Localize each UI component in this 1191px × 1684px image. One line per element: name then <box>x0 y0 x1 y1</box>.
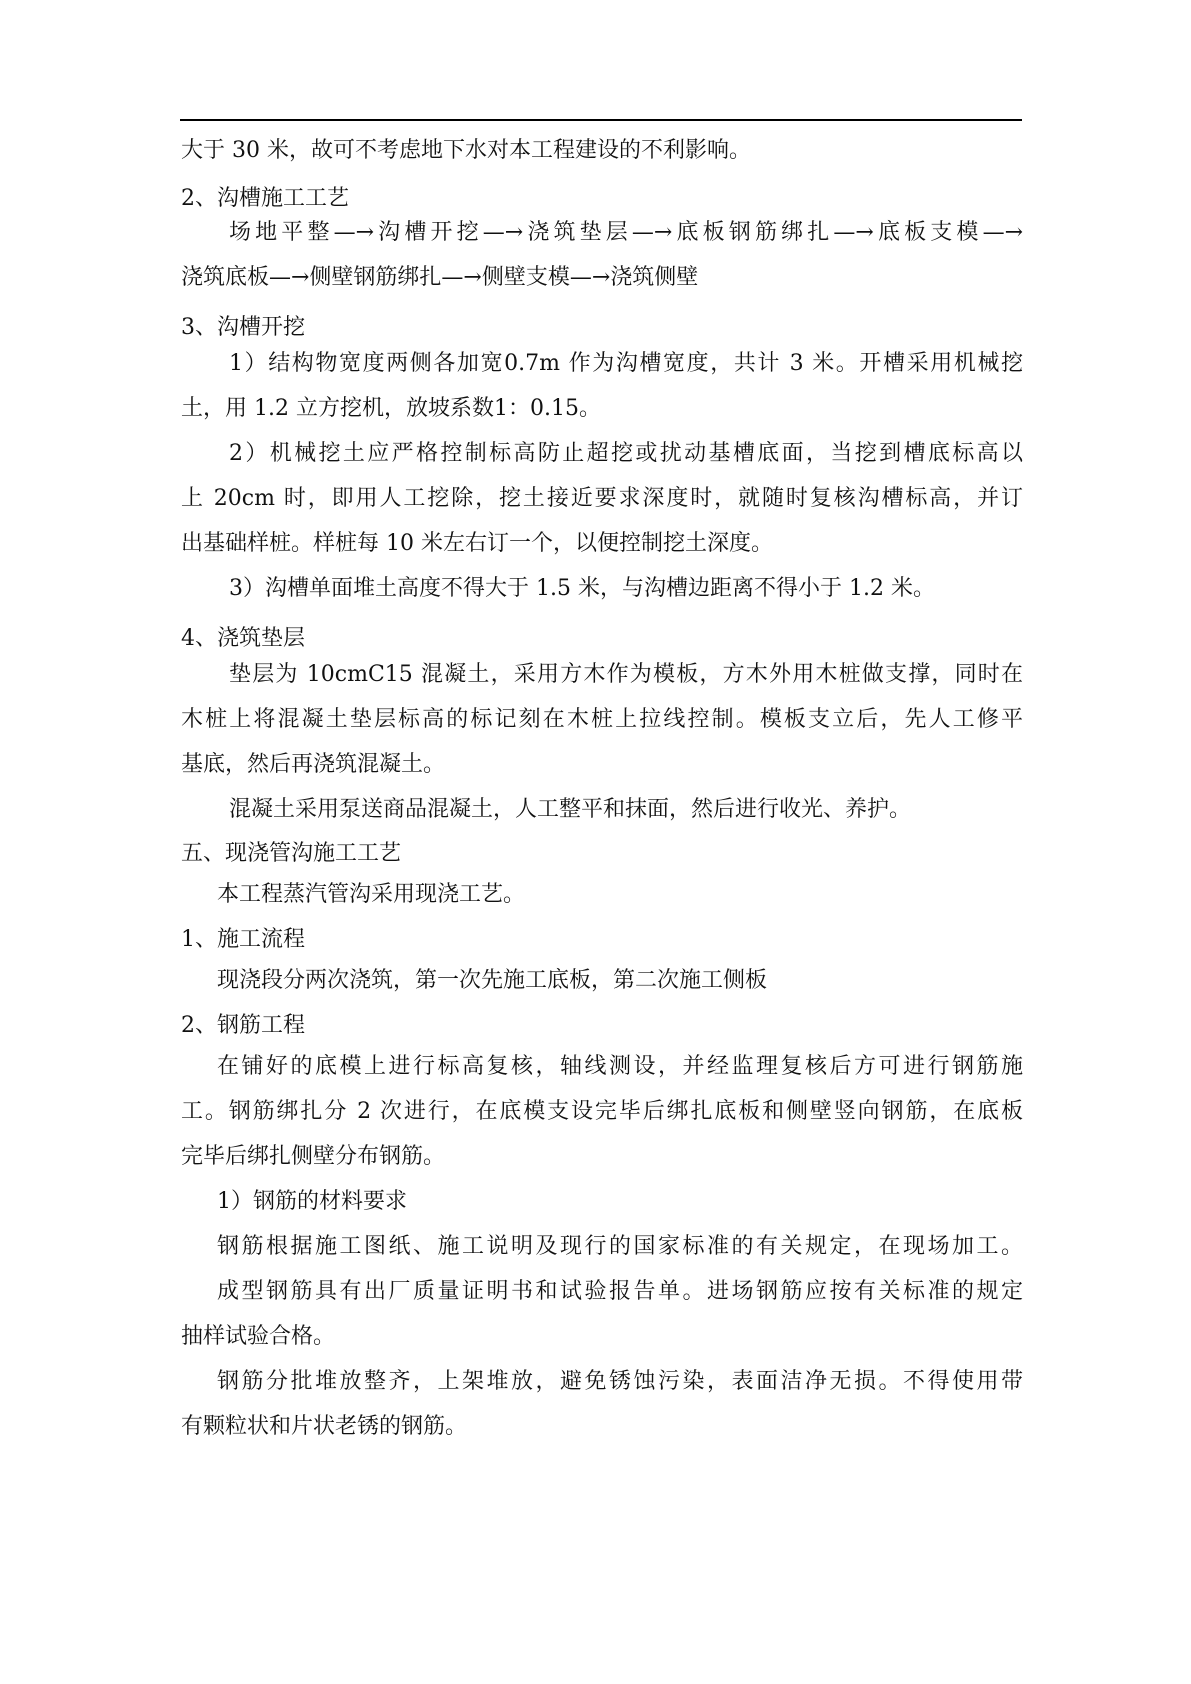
paragraph-line: 混凝土采用泵送商品混凝土，人工整平和抹面，然后进行收光、养护。 <box>229 797 912 822</box>
paragraph-line: 钢筋根据施工图纸、施工说明及现行的国家标准的有关规定，在现场加工。 <box>217 1234 1023 1259</box>
paragraph-line: 1）结构物宽度两侧各加宽0.7m 作为沟槽宽度，共计 3 米。开槽采用机械挖 <box>229 351 1023 376</box>
paragraph-line: 有颗粒状和片状老锈的钢筋。 <box>181 1414 468 1439</box>
header-rule <box>180 119 1022 121</box>
paragraph-line: 本工程蒸汽管沟采用现浇工艺。 <box>217 882 526 907</box>
process-flow-line: 场地平整—→沟槽开挖—→浇筑垫层—→底板钢筋绑扎—→底板支模—→ <box>229 220 1023 245</box>
section-heading: 3、沟槽开挖 <box>181 315 305 340</box>
paragraph-line: 上 20cm 时，即用人工挖除，挖土接近要求深度时，就随时复核沟槽标高，并订 <box>181 486 1023 511</box>
paragraph-line: 土，用 1.2 立方挖机，放坡系数1：0.15。 <box>181 396 601 421</box>
process-flow-line: 浇筑底板—→侧壁钢筋绑扎—→侧壁支模—→浇筑侧壁 <box>181 265 699 290</box>
section-heading: 2、钢筋工程 <box>181 1013 305 1038</box>
chapter-heading: 五、现浇管沟施工工艺 <box>181 841 402 866</box>
paragraph-line: 基底，然后再浇筑混凝土。 <box>181 752 446 777</box>
paragraph-line: 钢筋分批堆放整齐，上架堆放，避免锈蚀污染，表面洁净无损。不得使用带 <box>217 1369 1023 1394</box>
section-heading: 4、浇筑垫层 <box>181 626 305 651</box>
paragraph-line: 3）沟槽单面堆土高度不得大于 1.5 米，与沟槽边距离不得小于 1.2 米。 <box>229 576 935 601</box>
paragraph-line: 在铺好的底模上进行标高复核，轴线测设，并经监理复核后方可进行钢筋施 <box>217 1054 1023 1079</box>
paragraph-line: 成型钢筋具有出厂质量证明书和试验报告单。进场钢筋应按有关标准的规定 <box>217 1279 1023 1304</box>
paragraph-line: 抽样试验合格。 <box>181 1324 336 1349</box>
paragraph-line: 工。钢筋绑扎分 2 次进行，在底模支设完毕后绑扎底板和侧壁竖向钢筋，在底板 <box>181 1099 1023 1124</box>
paragraph-line: 现浇段分两次浇筑，第一次先施工底板，第二次施工侧板 <box>217 968 768 993</box>
paragraph-line: 出基础样桩。样桩每 10 米左右订一个，以便控制挖土深度。 <box>181 531 773 556</box>
paragraph-line: 大于 30 米，故可不考虑地下水对本工程建设的不利影响。 <box>181 138 751 163</box>
paragraph-line: 完毕后绑扎侧壁分布钢筋。 <box>181 1144 446 1169</box>
section-heading: 2、沟槽施工工艺 <box>181 186 349 211</box>
subsection-heading: 1）钢筋的材料要求 <box>217 1189 407 1214</box>
paragraph-line: 木桩上将混凝土垫层标高的标记刻在木桩上拉线控制。模板支立后，先人工修平 <box>181 707 1023 732</box>
section-heading: 1、施工流程 <box>181 927 305 952</box>
paragraph-line: 垫层为 10cmC15 混凝土，采用方木作为模板，方木外用木桩做支撑，同时在 <box>229 662 1023 687</box>
paragraph-line: 2）机械挖土应严格控制标高防止超挖或扰动基槽底面，当挖到槽底标高以 <box>229 441 1023 466</box>
